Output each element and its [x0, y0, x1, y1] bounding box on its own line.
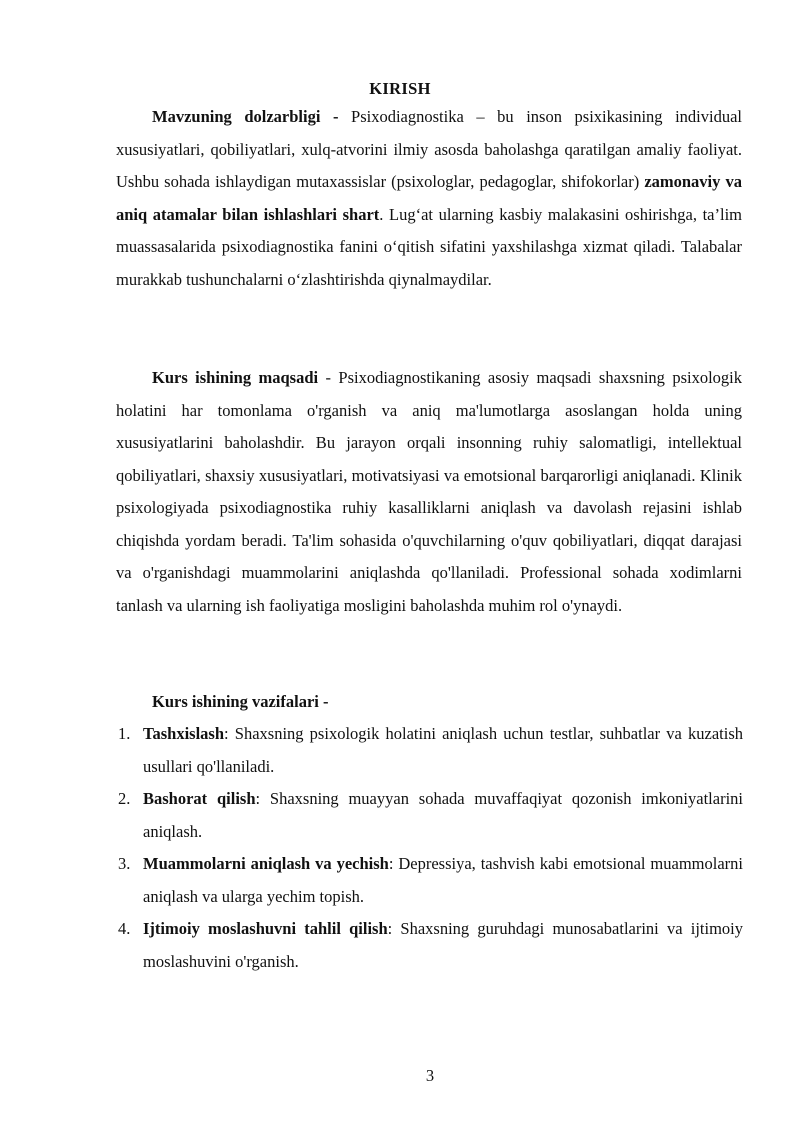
list-item	[0, 783, 743, 848]
goal-text: - Psixodiagnostikaning asosiy maqsadi shaxsning psixologik holatini har tomonlama o'rganish va aniq ma'lumotlarga asoslangan holda uning xususiyatlarini baholashdir. Bu jarayon orqali insonning ruhiy salomatligi, intellektual qobiliyatlari, shaxsiy xususiyatlari, motivatsiyasi va emotsional barqarorligi aniqlanadi. Klinik psixologiyada psixodiagnostika ruhiy kasalliklarni aniqlash va davolash rejasini ishlab chiqishda yordam beradi. Ta'lim sohasida o'quvchilarning o'quv qobiliyatlari, diqqat darajasi va o'rganishdagi muammolarini aniqlashda qo'llaniladi. Professional sohada xodimlarni tanlash va ularning ish faoliyatiga mosligini baholashda muhim rol o'ynaydi.	[116, 368, 742, 615]
list-item-number: 4.	[118, 919, 131, 938]
page-number: 3	[425, 1066, 435, 1085]
tasks-heading: Kurs ishining vazifalari -	[152, 692, 329, 711]
list-item-text: : Shaxsning psixologik holatini aniqlash uchun testlar, suhbatlar va kuzatish usullari qo'llaniladi.	[143, 724, 743, 776]
tasks-list	[0, 718, 800, 978]
relevance-text-a: Psixodiagnostika – bu inson psixikasining individual xususiyatlari, qobiliyatlari, xulq-atvorini ilmiy asosda baholashga qaratilgan amaliy faoliyat. Ushbu sohada ishlaydigan mutaxassislar (psixologlar, pedagoglar, shifokorlar)	[116, 107, 743, 191]
list-item	[0, 848, 743, 913]
list-item	[0, 718, 743, 783]
list-item-term: Bashorat qilish	[143, 789, 256, 808]
goal-lead: Kurs ishining maqsadi	[152, 368, 319, 387]
list-item-term: Ijtimoiy moslashuvni tahlil qilish	[143, 919, 388, 938]
section-title: KIRISH	[369, 79, 431, 98]
relevance-lead: Mavzuning dolzarbligi -	[152, 107, 339, 126]
list-item-number: 3.	[118, 854, 131, 873]
relevance-text-b: . Lug‘at ularning kasbiy malakasini oshirishga, ta’lim muassasalarida psixodiagnostika fanini o‘qitish sifatini yaxshilashga xizmat qiladi. Talabalar murakkab tushunchalarni o‘zlashtirishda qiynalmaydilar.	[116, 204, 742, 289]
list-item	[0, 913, 743, 978]
list-item-text: : Shaxsning guruhdagi munosabatlarini va ijtimoiy moslashuvini o'rganish.	[143, 919, 743, 971]
relevance-paragraph	[116, 101, 742, 296]
relevance-emphasis: zamonaviy va aniq atamalar bilan ishlashlari shart	[116, 172, 742, 224]
goal-paragraph	[116, 362, 742, 622]
list-item-number: 1.	[118, 724, 131, 743]
list-item-term: Muammolarni aniqlash va yechish	[143, 854, 389, 873]
list-item-number: 2.	[118, 789, 131, 808]
list-item-text: : Depressiya, tashvish kabi emotsional muammolarni aniqlash va ularga yechim topish.	[143, 854, 743, 906]
list-item-term: Tashxislash	[143, 724, 225, 743]
list-item-text: : Shaxsning muayyan sohada muvaffaqiyat qozonish imkoniyatlarini aniqlash.	[143, 789, 743, 841]
